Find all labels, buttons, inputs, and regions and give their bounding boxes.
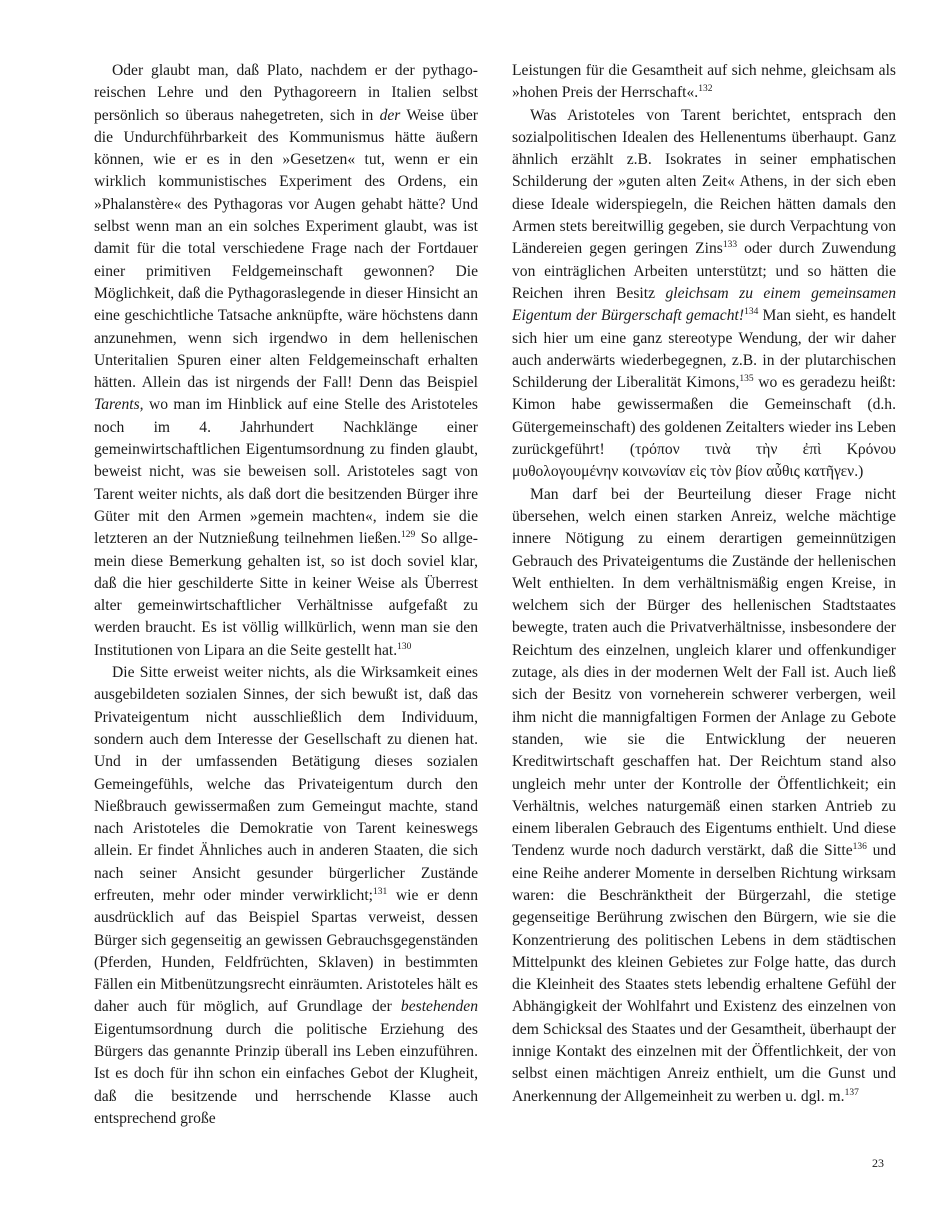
- emphasis: der: [379, 106, 401, 124]
- paragraph: [512, 484, 896, 1108]
- text-run: Oder glaubt man, daß Plato, nachdem er der pythagoreischen Lehre und den Pythagoreern in Italien selbst persönlich so überaus nahegetreten, sich in: [94, 62, 478, 124]
- left-column: [94, 60, 478, 1130]
- text-run: wie er denn ausdrücklich auf das Beispiel Spartas verweist, dessen Bürger sich gegenseitig an gewissen Gebrauchsgegenständen (Pferden, Hunden, Feldfrüchten, Sklaven) in bestimmten Fällen ein Mitbenützungsrecht einräumten. Aristoteles hält es daher auch für möglich, auf Grundlage der: [94, 886, 478, 1016]
- right-column: [512, 60, 896, 1108]
- text-run: oder durch Zuwendung von einträglichen Arbeiten unterstützt; und so hätten die Reichen ihren Besitz: [512, 240, 896, 302]
- text-run: Leistungen für die Gesamtheit auf sich nehme, gleichsam als »hohen Preis der Herrschaft«.: [512, 62, 896, 102]
- text-run: Man darf bei der Beurteilung dieser Frage nicht übersehen, welch einen starken Anreiz, welche mächtige innere Nötigung zu einem derartigen gemeinnützigen Gebrauch des Privateigentums die Zustände der hellenischen Welt enthielten. In dem verhältnismäßig engen Kreise, in welchem sich der Bürger des hellenischen Stadtstaates bewegte, traten auch die Privatverhältnisse, insbesondere der Reichtum des einzelnen, ungleich klarer und offenkundiger zutage, als dies in der modernen Welt der Fall ist. Auch ließ sich der Besitz von vorneherein schwerer verbergen, weil ihm nicht die mannigfaltigen Formen der Anlage zu Gebote standen, wie sie die Entwicklung der neueren Kreditwirtschaft geschaffen hat. Der Reichtum stand also ungleich mehr unter der Kontrolle der Öffentlichkeit; ein Verhältnis, welches naturgemäß einen starken Antrieb zu einem liberalen Gebrauch des Eigentums enthielt. Und diese Tendenz wurde noch dadurch verstärkt, daß die Sitte: [512, 485, 896, 860]
- text-run: Weise über die Undurchführbarkeit des Kommunismus hätte äußern können, wie er es in den »Gesetzen« tut, wenn er ein wirklich kommunistisches Experiment des Ordens, ein »Phalanstère« des Pythagoras vor Augen gehabt hätte? Und selbst wenn man an ein solches Experiment glaubt, was ist damit für die total verschiedene Frage nach der Fortdauer einer primitiven Feldgemeinschaft gewonnen? Die Möglichkeit, daß die Pythagoraslegende in dieser Hinsicht an eine geschichtliche Tatsache anknüpfte, wäre höchstens dann anzunehmen, wenn sich irgendwo in dem hellenischen Unteritalien Spuren einer alten Feldgemeinschaft erhalten hätten. Allein das ist nirgends der Fall! Denn das Beispiel: [94, 106, 478, 392]
- emphasis: gleichsam zu einem gemeinsamen Eigentum der Bürgerschaft gemacht!: [512, 284, 896, 325]
- text-run: Die Sitte erweist weiter nichts, als die Wirksamkeit eines ausgebildeten sozialen Sinnes, der sich bewußt ist, daß das Privateigentum nicht ausschließlich dem Individuum, sondern auch dem Interesse der Gesellschaft zu dienen hat. Und in der umfassenden Betätigung dieses sozialen Gemeingefühls, welche das Privateigentum durch den Nießbrauch gewissermaßen zum Gemeingut machte, stand nach Aristoteles die Demokratie von Tarent keineswegs allein. Er findet Ähnliches auch in anderen Staaten, die sich nach seiner Ansicht gesunder bürgerlicher Zustände erfreuten, mehr oder minder verwirklicht;: [94, 664, 478, 904]
- footnote-ref[interactable]: 132: [698, 84, 713, 95]
- paragraph: [94, 60, 478, 662]
- paragraph: [512, 105, 896, 484]
- emphasis: bestehenden: [400, 998, 478, 1016]
- footnote-ref[interactable]: 136: [852, 842, 867, 853]
- page-number: 23: [872, 1156, 884, 1170]
- text-run: und eine Reihe anderer Momente in derselben Richtung wirksam waren: die Beschränktheit der Bürgerzahl, die stetige gegenseitige Berührung zwischen den Bürgern, wie sie die Konzentrierung des politischen Lebens in dem städtischen Mittelpunkt des kleinen Gebietes zur Folge hatte, das durch die Kleinheit des Staates stets lebendig erhaltene Gefühl der Abhängigkeit der Wohlfahrt und Existenz des einzelnen von dem Schicksal des Staates und der Gesamtheit, überhaupt der innige Kontakt des einzelnen mit der Öffentlichkeit, der von selbst einen mächtigen Anreiz enthielt, um die Gunst und Anerkennung der Allgemeinheit zu werben u. dgl. m.: [512, 842, 896, 1105]
- text-run: So allgemein diese Bemerkung gehalten ist, so ist doch soviel klar, daß die hier geschilderte Sitte in keiner Weise als Überrest alter gemeinwirtschaftlicher Verhältnisse aufgefaßt zu werden braucht. Es ist völlig willkürlich, wenn man sie den Institutionen von Lipara an die Seite gestellt hat.: [94, 530, 478, 659]
- emphasis: Tarents,: [94, 396, 144, 414]
- footnote-ref[interactable]: 135: [739, 374, 754, 385]
- text-run: Eigentumsordnung durch die politische Erziehung des Bürgers das genannte Prinzip überall ins Leben einzuführen. Ist es doch für ihn schon ein einfaches Gebot der Klugheit, daß die besitzende und herrschende Klasse auch entsprechend große: [94, 1020, 478, 1127]
- footnote-ref[interactable]: 131: [373, 886, 388, 897]
- footnote-ref[interactable]: 129: [401, 530, 416, 541]
- text-run: wo es geradezu heißt: Kimon habe gewissermaßen die Gemeinschaft (d.h. Gütergemeinschaft) des goldenen Zeitalters wieder ins Leben zurückgeführt! (τρόπον τινὰ τὴν ἐπὶ Κρόνου μυθολογουμένην κοινωνίαν εἰς τὸν βίον αὖθις κατῆγεν.): [512, 374, 896, 481]
- footnote-ref[interactable]: 130: [397, 641, 412, 652]
- paragraph: [512, 60, 896, 105]
- text-run: wo man im Hinblick auf eine Stelle des Aristoteles noch im 4. Jahrhundert Nachklänge einer gemeinwirtschaftlichen Eigentumsordnung zu finden glaubt, beweist nicht, was sie beweisen soll. Aristoteles sagt von Tarent weiter nichts, als daß dort die besitzenden Bürger ihre Güter mit den Armen »gemein machten«, indem sie die letzteren an der Nutznießung teilnehmen ließen.: [94, 396, 478, 548]
- footnote-ref[interactable]: 137: [844, 1087, 859, 1098]
- paragraph: [94, 662, 478, 1130]
- footnote-ref[interactable]: 134: [744, 307, 759, 318]
- footnote-ref[interactable]: 133: [722, 240, 738, 251]
- text-run: Was Aristoteles von Tarent berichtet, entsprach den sozialpolitischen Idealen des Hellenentums überhaupt. Ganz ähnlich erzählt z.B. Isokrates in seiner emphatischen Schilderung der »guten alten Zeit« Athens, in der sich eben diese Ideale widerspiegeln, die Reichen hätten damals den Armen stets bereitwillig gegeben, sie durch Verpachtung von Ländereien gegen geringen Zins: [512, 106, 896, 258]
- text-run: Man sieht, es handelt sich hier um eine ganz stereotype Wendung, der wir daher auch anderwärts wiederbegegnen, z.B. in der plutarchischen Schilderung der Liberalität Kimons,: [512, 307, 896, 392]
